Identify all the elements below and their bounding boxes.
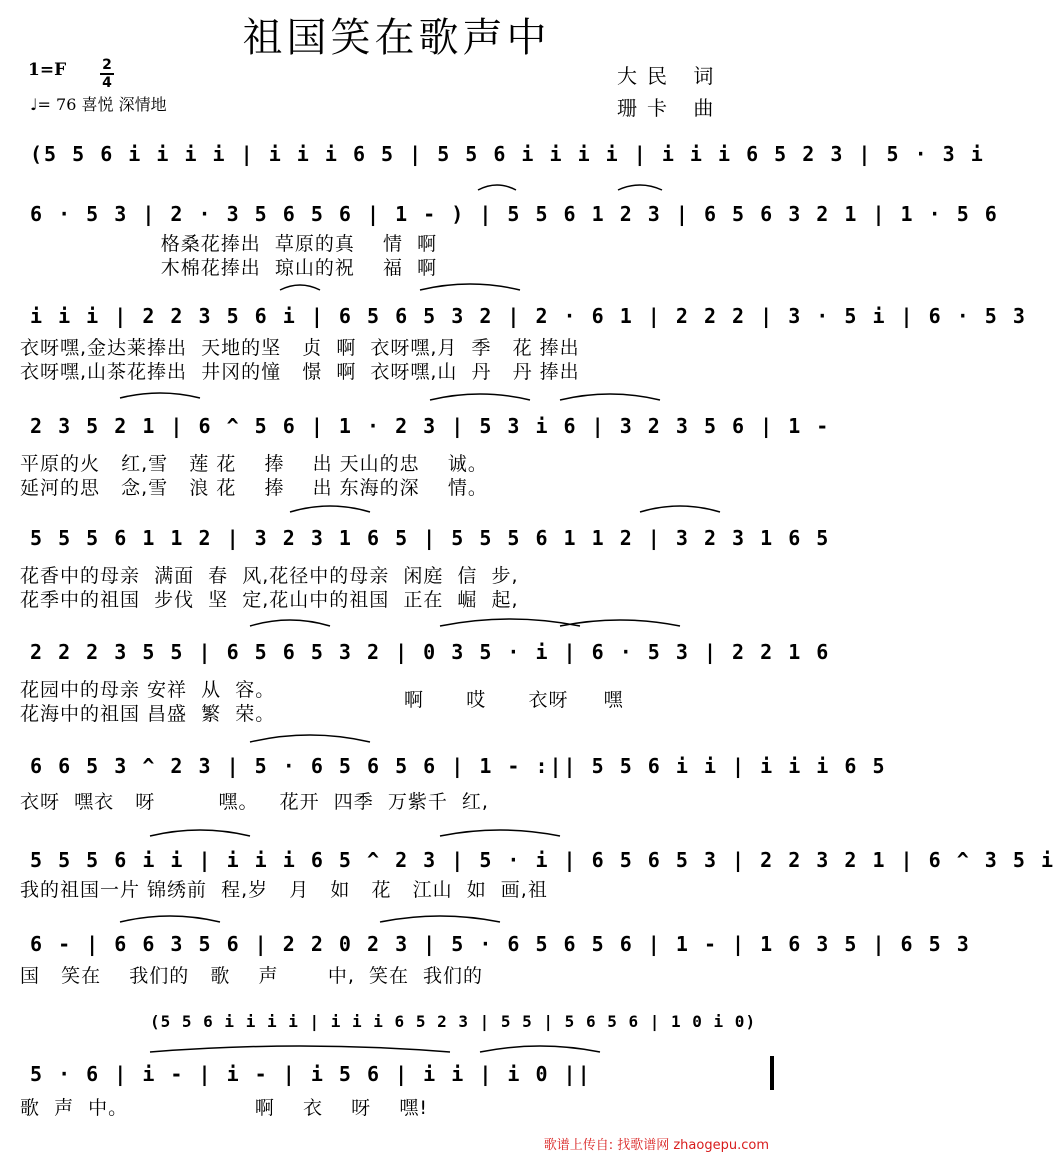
slur <box>380 916 500 922</box>
score-row-7 <box>20 752 887 782</box>
notation-line: (5 5 6 i i i i | i i i 6 5 2 3 | 5 5 | 5 6 5 6 | 1 0 i 0) <box>150 1012 757 1031</box>
notation-line: 6 · 5 3 | 2 · 3 5 6 5 6 | 1 - ) | 5 5 6 1 2 3 | 6 5 6 3 2 1 | 1 · 5 6 <box>30 202 999 226</box>
time-signature-top: 2 <box>102 57 112 73</box>
slur <box>480 1046 600 1052</box>
notation-line: (5 5 6 i i i i | i i i 6 5 | 5 5 6 i i i i | i i i 6 5 2 3 | 5 · 3 i <box>30 142 985 166</box>
slur <box>440 830 560 836</box>
slur <box>618 185 662 190</box>
song-title: 祖国笑在歌声中 <box>242 15 551 61</box>
key-signature: 1=F <box>28 60 67 80</box>
slur <box>440 619 580 626</box>
lyric-line: 木棉花捧出 琼山的祝 福 啊 <box>20 257 438 279</box>
lyric-line: 花园中的母亲 安祥 从 容。 <box>20 679 276 701</box>
slur <box>250 735 370 742</box>
lyric-line: 格桑花捧出 草原的真 情 啊 <box>20 233 438 255</box>
lyric-line: 花季中的祖国 步伐 坚 定,花山中的祖国 正在 崛 起, <box>20 589 519 611</box>
score-row-6 <box>20 638 831 668</box>
slur <box>640 506 720 512</box>
notation-line: 6 6 5 3 ^ 2 3 | 5 · 6 5 6 5 6 | 1 - :|| 5 5 6 i i | i i i 6 5 <box>30 754 887 778</box>
slur <box>478 185 516 190</box>
lyric-line: 我的祖国一片 锦绣前 程,岁 月 如 花 江山 如 画,祖 <box>20 879 548 901</box>
lyric-line-side: 啊 哎 衣呀 嘿 <box>404 689 624 711</box>
slur <box>150 830 250 836</box>
score-row-4 <box>20 412 831 442</box>
lyric-line: 国 笑在 我们的 歌 声 中, 笑在 我们的 <box>20 965 484 987</box>
notation-line: i i i | 2 2 3 5 6 i | 6 5 6 5 3 2 | 2 · 6 1 | 2 2 2 | 3 · 5 i | 6 · 5 3 <box>30 304 1027 328</box>
final-barline <box>770 1056 774 1090</box>
notation-line: 2 3 5 2 1 | 6 ^ 5 6 | 1 · 2 3 | 5 3 i 6 | 3 2 3 5 6 | 1 - <box>30 414 831 438</box>
time-signature-bottom: 4 <box>102 75 112 91</box>
notation-line: 5 · 6 | i - | i - | i 5 6 | i i | i 0 || <box>30 1062 592 1086</box>
lyric-line: 平原的火 红,雪 莲 花 捧 出 天山的忠 诚。 <box>20 453 488 475</box>
notation-line: 2 2 2 3 5 5 | 6 5 6 5 3 2 | 0 3 5 · i | 6 · 5 3 | 2 2 1 6 <box>30 640 831 664</box>
lyricist-credit: 大民 词 <box>617 64 724 88</box>
tempo-marking: ♩= 76 喜悦 深情地 <box>30 95 167 114</box>
lyric-line: 花香中的母亲 满面 春 风,花径中的母亲 闲庭 信 步, <box>20 565 519 587</box>
slur <box>430 394 530 400</box>
slur <box>420 284 520 290</box>
lyric-line: 衣呀嘿,金达莱捧出 天地的坚 贞 啊 衣呀嘿,月 季 花 捧出 <box>20 337 580 359</box>
score-row-11 <box>20 1060 780 1090</box>
slur <box>250 620 330 626</box>
score-row-5 <box>20 524 831 554</box>
slur <box>280 285 320 290</box>
watermark: 歌谱上传自: 找歌谱网 zhaogepu.com <box>543 1138 769 1153</box>
slur <box>120 916 220 922</box>
tie <box>150 1046 450 1052</box>
lyric-line: 衣呀嘿,山茶花捧出 井冈的憧 憬 啊 衣呀嘿,山 丹 丹 捧出 <box>20 361 580 383</box>
slur <box>120 393 200 398</box>
slur <box>290 506 370 512</box>
notation-line: 5 5 5 6 1 1 2 | 3 2 3 1 6 5 | 5 5 5 6 1 1 2 | 3 2 3 1 6 5 <box>30 526 831 550</box>
composer-credit: 珊卡 曲 <box>617 96 724 120</box>
slur <box>560 394 660 400</box>
lyric-line: 歌 声 中。 啊 衣 呀 嘿! <box>20 1097 428 1119</box>
notation-line: 6 - | 6 6 3 5 6 | 2 2 0 2 3 | 5 · 6 5 6 5 6 | 1 - | 1 6 3 5 | 6 5 3 <box>30 932 971 956</box>
lyric-line: 延河的思 念,雪 浪 花 捧 出 东海的深 情。 <box>20 477 488 499</box>
time-signature <box>100 58 114 90</box>
score-row-3 <box>20 302 1027 332</box>
score-row-10 <box>140 1010 780 1040</box>
score-row-2 <box>20 200 999 230</box>
score-row-8 <box>20 846 1055 876</box>
score-row-1 <box>20 140 985 170</box>
score-row-9 <box>20 930 971 960</box>
slur <box>560 620 680 626</box>
lyric-line: 衣呀 嘿衣 呀 嘿。 花开 四季 万紫千 红, <box>20 791 489 813</box>
notation-line: 5 5 5 6 i i | i i i 6 5 ^ 2 3 | 5 · i | 6 5 6 5 3 | 2 2 3 2 1 | 6 ^ 3 5 i <box>30 848 1055 872</box>
lyric-line: 花海中的祖国 昌盛 繁 荣。 <box>20 703 276 725</box>
